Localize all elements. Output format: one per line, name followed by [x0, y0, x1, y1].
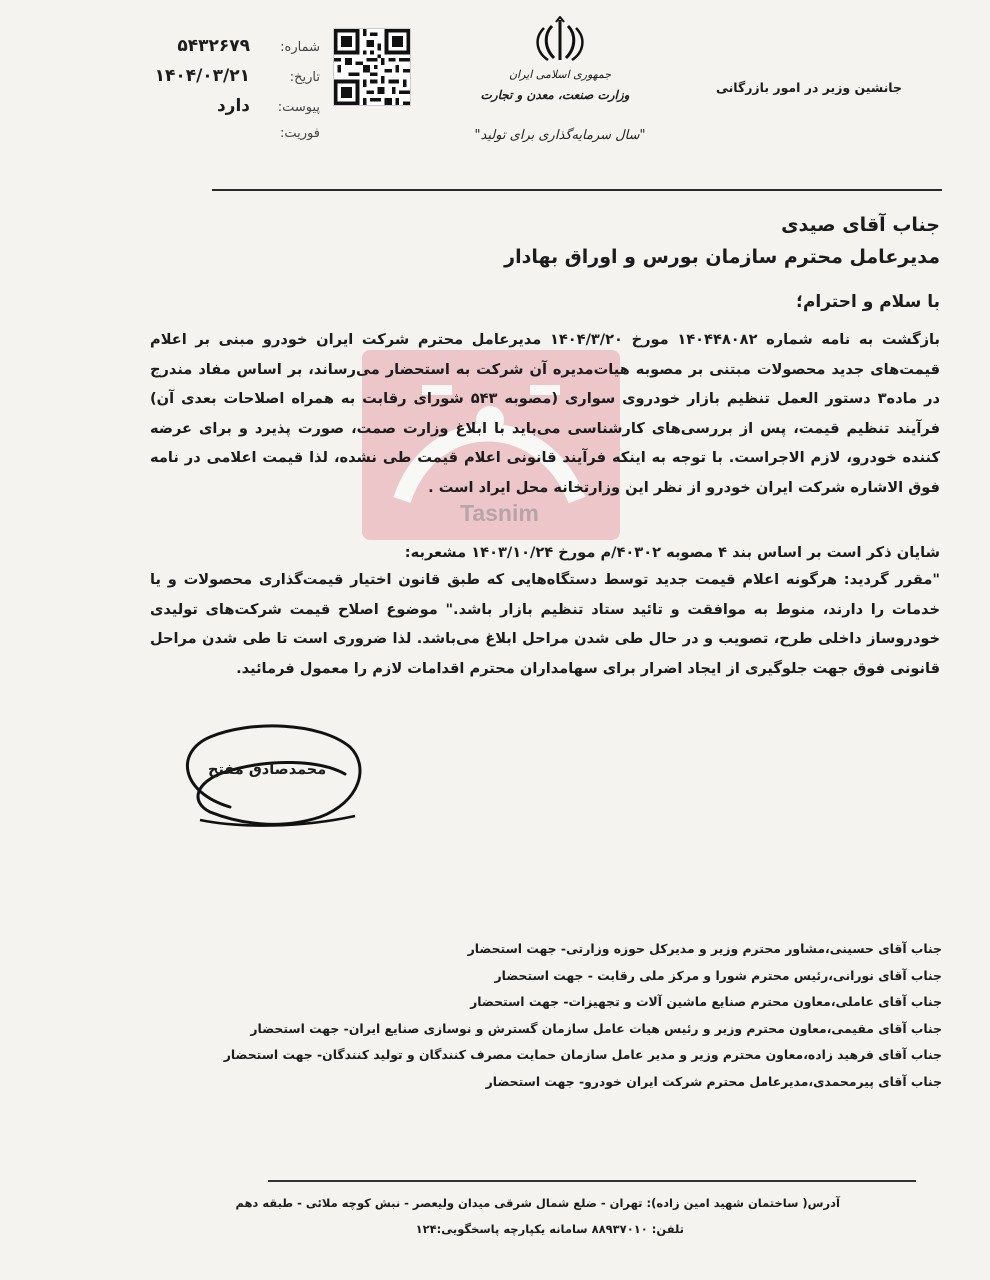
- addressee-title: مدیرعامل محترم سازمان بورس و اوراق بهادار: [504, 246, 940, 268]
- date-value: ۱۴۰۴/۰۳/۲۱: [154, 66, 250, 86]
- cc-item: جناب آقای نورانی،رئیس محترم شورا و مرکز ملی رقابت - جهت استحضار: [494, 967, 942, 983]
- date-row: [150, 66, 320, 96]
- paragraph-3: "مقرر گردید: هرگونه اعلام قیمت جدید توسط دستگاه‌هایی که طبق قانون اختیار قیمت‌گذاری محصولات و یا خدمات را دارند، منوط به موافقت و تائید ستاد تنظیم بازار باشد." موضوع اصلاح قیمت شرکت‌های تولیدی خودروساز داخلی طرح، تصویب و در حال طی شدن مراحل ابلاغ می‌باشد. لذا ضروری است تا طی شدن مراحل قانونی فوق جهت جلوگیری از ایجاد اضرار برای سهامداران محترم اقدامات لازم را معمول فرمائید.: [150, 571, 940, 677]
- addressee-block: [120, 214, 940, 278]
- attachment-value: دارد: [216, 96, 250, 116]
- ministry-line1: جمهوری اسلامی ایران: [508, 68, 612, 81]
- footer-divider: [268, 1180, 916, 1182]
- number-label: شماره:: [280, 40, 320, 55]
- number-value: ۵۴۳۲۶۷۹: [177, 36, 250, 56]
- addressee-name: جناب آقای صیدی: [781, 214, 940, 236]
- cc-item: جناب آقای پیرمحمدی،مدیرعامل محترم شرکت ایران خودرو- جهت استحضار: [485, 1073, 942, 1089]
- urgency-row: [150, 126, 320, 156]
- cc-list: [202, 936, 942, 1095]
- ministry-line2: وزارت صنعت، معدن و تجارت: [480, 88, 630, 102]
- paragraph-2: شایان ذکر است بر اساس بند ۴ مصوبه ۴۰۳۰۲/م مورخ ۱۴۰۳/۱۰/۲۴ مشعربه:: [404, 544, 940, 561]
- watermark-brand: Tasnim: [460, 500, 539, 526]
- cc-item: جناب آقای عاملی،معاون محترم صنایع ماشین آلات و تجهیزات- جهت استحضار: [470, 994, 942, 1009]
- cc-item: جناب آقای حسینی،مشاور محترم وزیر و مدیرکل حوزه وزارتی- جهت استحضار: [467, 941, 942, 956]
- iran-emblem-icon: [530, 16, 590, 66]
- deputy-title: جانشین وزیر در امور بازرگانی: [715, 80, 902, 95]
- cc-item: جناب آقای مقیمی،معاون محترم وزیر و رئیس هیات عامل سازمان گسترش و نوسازی صنایع ایران- جهت استحضار: [250, 1020, 942, 1036]
- urgency-label: فوریت:: [280, 126, 320, 141]
- letter-meta: [150, 36, 320, 156]
- cc-item: جناب آقای فرهید زاده،معاون محترم وزیر و مدیر عامل سازمان حمایت مصرف کنندگان و تولید کنندگان- جهت استحضار: [223, 1047, 942, 1062]
- year-motto: "سال سرمایه‌گذاری برای تولید": [474, 128, 646, 143]
- signer-name: محمدصادق مفتح: [208, 762, 327, 778]
- greeting: با سلام و احترام؛: [796, 292, 940, 312]
- footer-address: آدرس( ساختمان شهید امین زاده): تهران - ضلع شمال شرقی میدان ولیعصر - نبش کوچه ملائی - طبقه دهم: [235, 1196, 840, 1210]
- footer-phone: تلفن: ۸۸۹۳۷۰۱۰ سامانه یکپارچه پاسخگویی:۱۲۴: [415, 1222, 684, 1236]
- date-label: تاریخ:: [289, 70, 320, 85]
- qr-code-icon: [333, 28, 411, 106]
- number-row: [150, 36, 320, 66]
- paragraph-1: بازگشت به نامه شماره ۱۴۰۴۴۸۰۸۲ مورخ ۱۴۰۴/۳/۲۰ مدیرعامل محترم شرکت ایران خودرو مبنی بر اعلام قیمت‌های جدید محصولات مبتنی بر مصوبه هیات‌مدیره آن شرکت به استحضار می‌رساند، بر اساس مفاد مندرج در ماده۳ دستور العمل تنظیم بازار خودروی سواری (مصوبه ۵۴۳ شورای رقابت به همراه اصلاحات بعدی آن) فرآیند تنظیم قیمت، پس از بررسی‌های کارشناسی می‌باید با ابلاغ وزارت صمت، صورت پذیرد و برای عرضه کننده خودرو، لازم الاجراست. با توجه به اینکه فرآیند قانونی اعلام قیمت طی نشده، لذا قیمت اعلامی در نامه فوق الاشاره شرکت ایران خودرو از نظر این وزارتخانه محل ایراد است .: [150, 331, 941, 496]
- attachment-label: پیوست:: [277, 100, 320, 115]
- attachment-row: [150, 96, 320, 126]
- header-divider: [212, 189, 942, 191]
